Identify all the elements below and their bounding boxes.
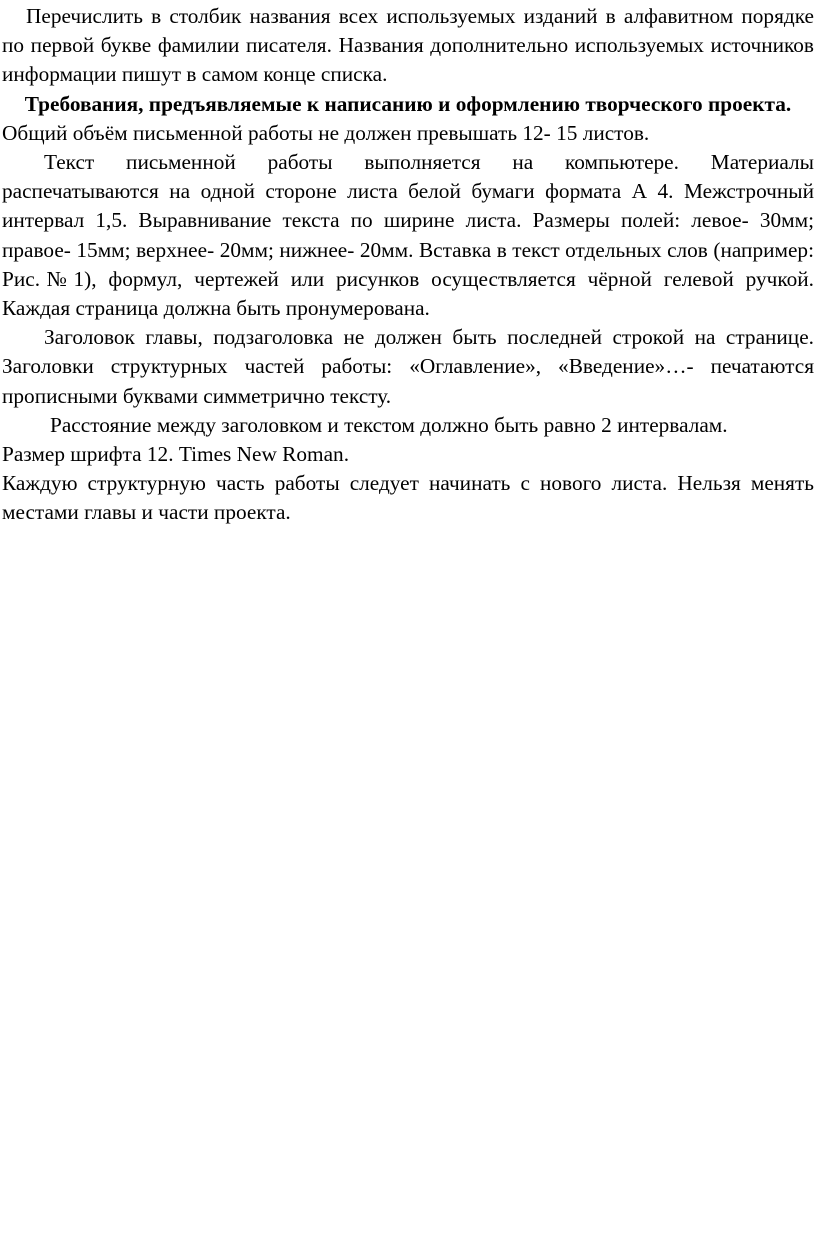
paragraph-text-formatting: Текст письменной работы выполняется на компьютере. Материалы распечатываются на одной стороне листа белой бумаги формата А 4. Межстрочный интервал 1,5. Выравнивание текста по ширине листа. Размеры полей: левое- 30мм; правое- 15мм; верхнее- 20мм; нижнее- 20мм. Вставка в текст отдельных слов (например: Рис.№1), формул, чертежей или рисунков осуществляется чёрной гелевой ручкой. Каждая страница должна быть пронумерована. [2, 150, 814, 321]
paragraph-structure: Каждую структурную часть работы следует начинать с нового листа. Нельзя менять местами главы и части проекта. [2, 471, 814, 525]
paragraph-headings: Заголовок главы, подзаголовка не должен быть последней строкой на странице. Заголовки структурных частей работы: «Оглавление», «Введение»…- печатаются прописными буквами симметрично тексту. [2, 325, 814, 408]
section-heading: Требования, предъявляемые к написанию и оформлению творческого проекта. [24, 91, 792, 116]
paragraph-spacing: Расстояние между заголовком и текстом должно быть равно 2 интервалам. [50, 412, 728, 437]
paragraph-bibliography-order: Перечислить в столбик названия всех используемых изданий в алфавитном порядке по первой букве фамилии писателя. Названия дополнительно используемых источников информации пишут в самом конце списка. [2, 4, 814, 87]
paragraph-font: Размер шрифта 12. Times New Roman. [2, 442, 350, 467]
paragraph-volume: Общий объём письменной работы не должен превышать 12- 15 листов. [2, 120, 650, 145]
